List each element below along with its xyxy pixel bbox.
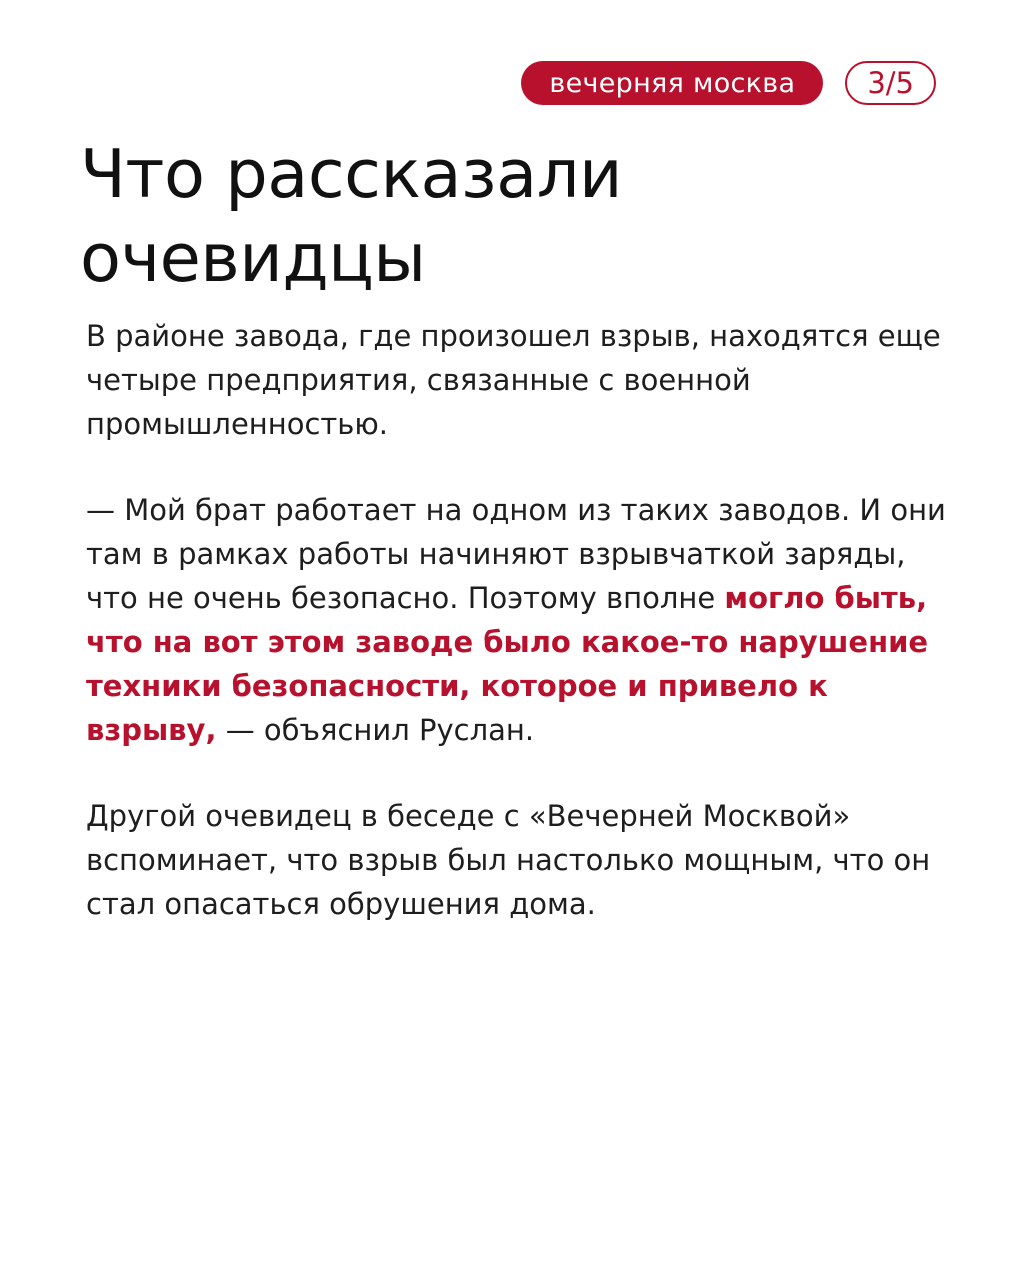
brand-badge: вечерняя москва: [521, 61, 823, 105]
title-line-1: Что рассказали: [80, 135, 623, 213]
paragraph-2: [86, 488, 956, 752]
header: [521, 61, 936, 105]
article-body: [86, 314, 956, 968]
page-title: [80, 132, 940, 300]
paragraph-2-attribution: — объяснил Руслан.: [225, 713, 535, 747]
paragraph-2-lead: — Мой брат работает на одном из таких заводов. И они там в рамках работы начиняют взрывчаткой заряды, что не очень безопасно. Поэтому вполне: [86, 493, 946, 615]
page-counter: 3/5: [845, 61, 936, 105]
paragraph-3: Другой очевидец в беседе с «Вечерней Москвой» вспоминает, что взрыв был настолько мощным, что он стал опасаться обрушения дома.: [86, 799, 931, 921]
paragraph-1: В районе завода, где произошел взрыв, находятся еще четыре предприятия, связанные с военной промышленностью.: [86, 319, 941, 441]
title-line-2: очевидцы: [80, 219, 426, 297]
quote-highlight: могло быть, что на вот этом заводе было какое-то нарушение техники безопасности, которое и привело к взрыву,: [86, 581, 929, 747]
